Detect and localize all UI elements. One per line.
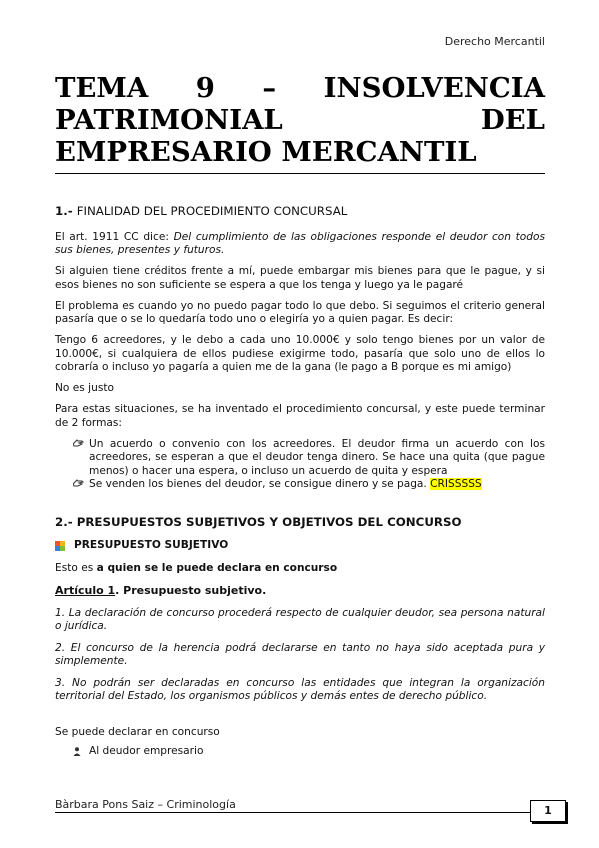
section-2-number: 2.- — [55, 514, 73, 529]
list-item-text: Se venden los bienes del deudor, se consigue dinero y se paga. — [89, 478, 431, 490]
document-body — [55, 205, 545, 759]
list-item — [73, 745, 545, 759]
subsection-title: PRESUPUESTO SUBJETIVO — [74, 539, 229, 551]
outcome-list — [73, 438, 545, 492]
windows-flag-icon — [55, 541, 65, 551]
paragraph-5: No es justo — [55, 382, 114, 394]
list-item-text: Al deudor empresario — [89, 745, 204, 757]
article-item: 3. No podrán ser declaradas en concurso las entidades que integran la organización territorial del Estado, los organismos públicos y demás entes de derecho público. — [55, 676, 545, 702]
list-item — [73, 478, 545, 492]
highlighted-text: CRISSSSS — [430, 478, 482, 490]
article-item: 2. El concurso de la herencia podrá declararse en tanto no haya sido aceptada pura y simplemente. — [55, 641, 545, 667]
footer-divider — [55, 812, 544, 813]
page-title: TEMA 9 – INSOLVENCIA PATRIMONIAL DEL EMPRESARIO MERCANTIL — [55, 72, 545, 174]
footer-author: Bàrbara Pons Saiz – Criminología — [55, 798, 236, 811]
list-item — [73, 438, 545, 479]
section-2-heading — [55, 516, 545, 530]
law-quote: Del cumplimiento de las obligaciones responde el deudor con todos sus bienes, presentes y futuros. — [55, 230, 545, 256]
subsection-heading — [55, 539, 545, 553]
paragraph-art-1911 — [55, 231, 545, 258]
article-heading — [55, 584, 545, 598]
intro-prefix: Esto es — [55, 561, 97, 574]
list-item-text: Un acuerdo o convenio con los acreedores. El deudor firma un acuerdo con los acreedores, se esperan a que el deudor tenga dinero. Se hace una quita (que pague menos) o hacer una espera, o incluso un acuerdo de quita y espera — [89, 437, 545, 477]
article-title: . Presupuesto subjetivo. — [115, 584, 267, 597]
section-2-title: PRESUPUESTOS SUBJETIVOS Y OBJETIVOS DEL CONCURSO — [76, 514, 462, 529]
paragraph-3: El problema es cuando yo no puedo pagar todo lo que debo. Si seguimos el criterio general pasaría que o se lo quedaría todo uno o elegiría yo a quien pagar. Es decir: — [55, 299, 545, 325]
paragraph-2: Si alguien tiene créditos frente a mí, puede embargar mis bienes para que le pague, y si esos bienes no son suficiente se espera a que los tenga y luego ya le pagaré — [55, 265, 545, 291]
intro-paragraph — [55, 562, 545, 576]
article-link: Artículo 1 — [55, 584, 116, 597]
page-number: 1 — [530, 800, 566, 822]
hand-pointer-icon — [73, 478, 84, 493]
paragraph-6: Para estas situaciones, se ha inventado el procedimiento concursal, y este puede terminar de 2 formas: — [55, 403, 545, 429]
declare-list — [73, 745, 545, 759]
section-1-heading — [55, 205, 545, 219]
section-1-number: 1.- — [55, 204, 73, 218]
article-item: 1. La declaración de concurso procederá respecto de cualquier deudor, sea persona natural o jurídica. — [55, 606, 545, 632]
intro-bold: a quien se le puede declara en concurso — [96, 561, 338, 574]
section-1-title: FINALIDAD DEL PROCEDIMIENTO CONCURSAL — [76, 204, 348, 218]
person-icon — [73, 747, 81, 756]
declare-paragraph: Se puede declarar en concurso — [55, 725, 220, 738]
paragraph-4: Tengo 6 acreedores, y le debo a cada uno 10.000€ y solo tengo bienes por un valor de 10.000€, si cualquiera de ellos pudiese exigirme todo, pasaría que solo uno de ellos lo cobraría o incluso yo pagaría a quien me de la gana (le pago a B porque es mi amigo) — [55, 334, 545, 373]
hand-pointer-icon — [73, 438, 84, 453]
header-subject: Derecho Mercantil — [444, 35, 545, 48]
paragraph-prefix: El art. 1911 CC dice: — [55, 230, 174, 243]
